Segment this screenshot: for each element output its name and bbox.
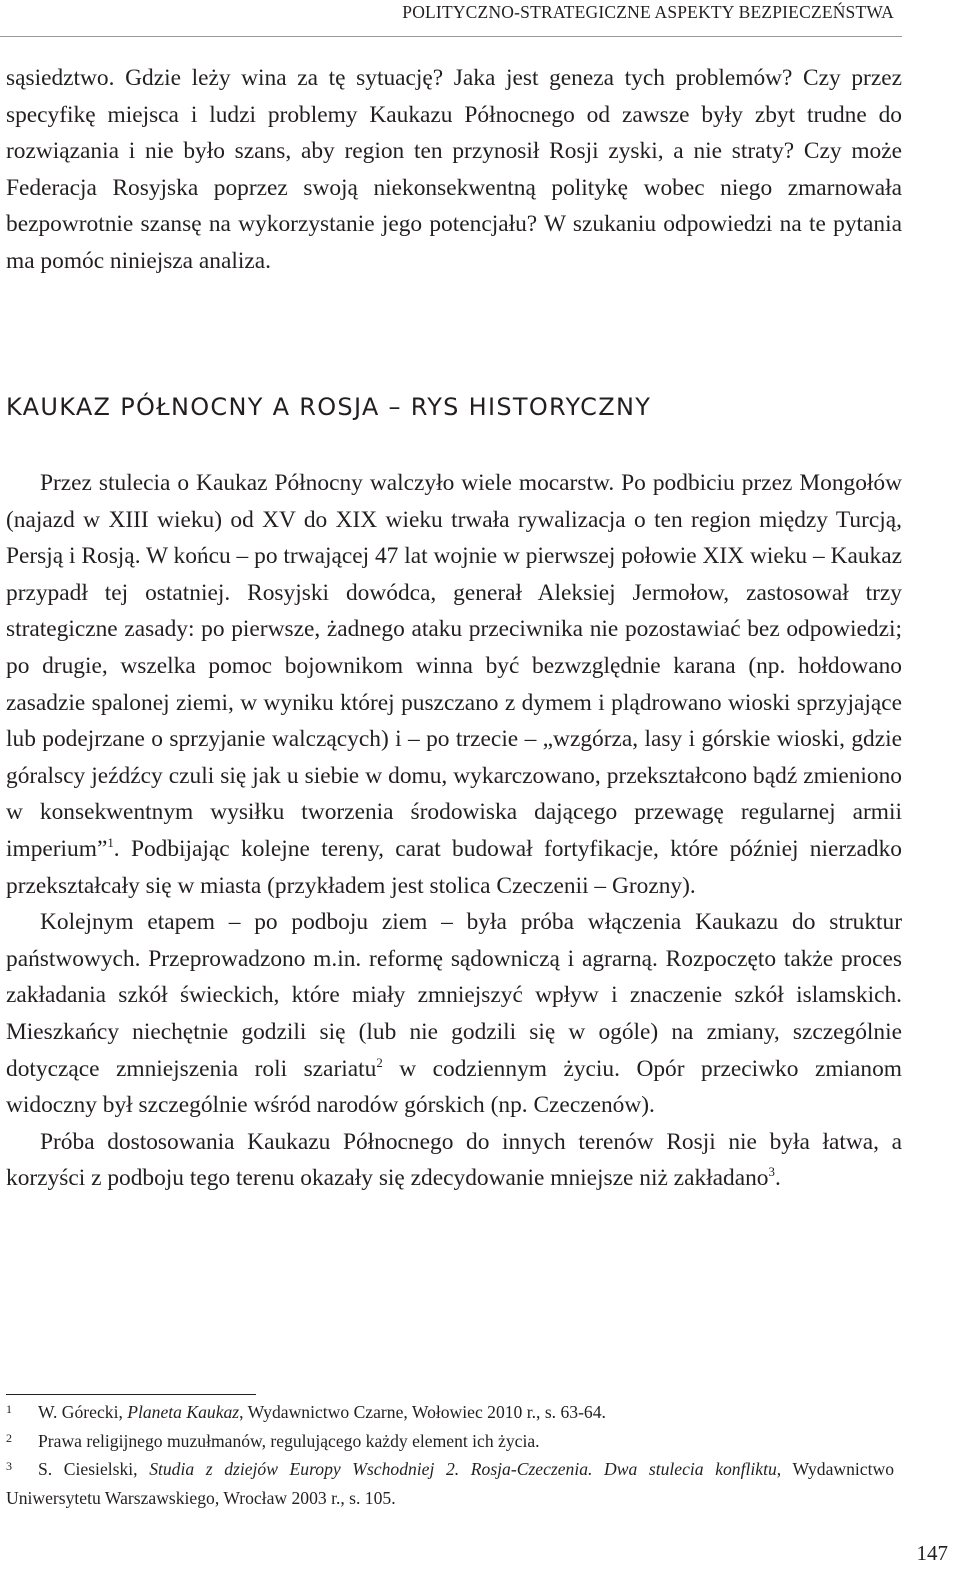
- footnote-ref-3[interactable]: 3: [768, 1165, 775, 1180]
- footnote-ref-2[interactable]: 2: [376, 1055, 383, 1070]
- footnote-2: [6, 1427, 894, 1456]
- paragraph-2-text-a: Kolejnym etapem – po podboju ziem – była próba włączenia Kaukazu do struktur państwowych. Przeprowadzono m.in. reformę sądowniczą i agrarną. Rozpoczęto także proces zakładania szkół świeckich, które miały zmniejszyć wpływ i znaczenie szkół islamskich. Mieszkańcy niechętnie godzili się (lub nie godzili się w ogóle) na zmiany, szczególnie dotyczące zmniejszenia roli szariatu: [6, 909, 902, 1082]
- paragraph-3-text-b: .: [774, 1165, 781, 1192]
- intro-block: [6, 60, 902, 280]
- section-body: [6, 465, 902, 1197]
- paragraph-3: [6, 1124, 902, 1197]
- paragraph-2-text-b: w codziennym życiu. Opór przeciwko zmianom widoczny był szczególnie wśród narodów górskich (np. Czeczenów).: [6, 1055, 902, 1119]
- footnote-details: , Wydawnictwo Uniwersytetu Warszawskiego, Wrocław 2003 r., s. 105.: [6, 1459, 894, 1508]
- footnote-author: W. Górecki,: [38, 1402, 128, 1422]
- header-rule: [0, 36, 902, 37]
- footnote-number: 2: [6, 1430, 12, 1445]
- footnote-author: S. Ciesielski,: [38, 1459, 150, 1479]
- intro-paragraph: sąsiedztwo. Gdzie leży wina za tę sytuację? Jaka jest geneza tych problemów? Czy przez specyfikę miejsca i ludzi problemy Kaukazu Północnego od zawsze były zbyt trudne do rozwiązania i nie było szans, aby region ten przynosił Rosji zyski, a nie straty? Czy może Federacja Rosyjska poprzez swoją niekonsekwentną politykę wobec niego zmarnowała bezpowrotnie szansę na wykorzystanie jego potencjału? W szukaniu odpowiedzi na te pytania ma pomóc niniejsza analiza.: [6, 65, 902, 274]
- paragraph-1-text-a: Przez stulecia o Kaukaz Północny walczyło wiele mocarstw. Po podbiciu przez Mongołów (najazd w XIII wieku) od XV do XIX wieku trwała rywalizacja o ten region między Turcją, Persją i Rosją. W końcu – po trwającej 47 lat wojnie w pierwszej połowie XIX wieku – Kaukaz przypadł tej ostatniej. Rosyjski dowódca, generał Aleksiej Jermołow, zastosował trzy strategiczne zasady: po pierwsze, żadnego ataku przeciwnika nie pozostawiać bez odpowiedzi; po drugie, wszelka pomoc bojownikom winna być bezwzględnie karana (np. hołdowano zasadzie spalonej ziemi, w wyniku której puszczano z dymem i plądrowano wioski sprzyjające lub podejrzane o sprzyjanie walczących) i – po trzecie – „wzgórza, lasy i górskie wioski, gdzie góralscy jeźdźcy czuli się jak u siebie w domu, wykarczowano, przekształcono bądź zmieniono w konsekwentnym wysiłku tworzenia środowiska dającego przewagę regularnej armii imperium”: [6, 470, 902, 862]
- footnote-text: Prawa religijnego muzułmanów, regulującego każdy element ich życia.: [38, 1430, 540, 1451]
- footnote-title: Studia z dziejów Europy Wschodniej 2. Rosja-Czeczenia. Dwa stulecia konfliktu: [149, 1459, 777, 1479]
- running-head: POLITYCZNO-STRATEGICZNE ASPEKTY BEZPIECZEŃSTWA: [402, 2, 894, 22]
- paragraph-1: [6, 465, 902, 904]
- paragraph-3-text-a: Próba dostosowania Kaukazu Północnego do innych terenów Rosji nie była łatwa, a korzyści z podboju tego terenu okazały się zdecydowanie mniejsze niż zakładano: [6, 1128, 902, 1192]
- section-heading: KAUKAZ PÓŁNOCNY A ROSJA – RYS HISTORYCZNY: [6, 393, 652, 421]
- paragraph-2: [6, 904, 902, 1124]
- footnote-number: 1: [6, 1402, 12, 1416]
- footnote-ref-1[interactable]: 1: [107, 836, 114, 851]
- footnotes: [6, 1398, 894, 1512]
- footnote-title: Planeta Kaukaz: [127, 1402, 240, 1422]
- footnote-number: 3: [6, 1459, 12, 1473]
- footnote-3: [6, 1455, 894, 1512]
- page-number: 147: [916, 1541, 948, 1565]
- footnote-1: [6, 1398, 894, 1427]
- footnote-rule: [6, 1394, 256, 1395]
- paragraph-1-text-b: . Podbijając kolejne tereny, carat budował fortyfikacje, które później nierzadko przekształcały się w miasta (przykładem jest stolica Czeczenii – Grozny).: [6, 835, 902, 899]
- footnote-details: , Wydawnictwo Czarne, Wołowiec 2010 r., s. 63-64.: [239, 1402, 606, 1422]
